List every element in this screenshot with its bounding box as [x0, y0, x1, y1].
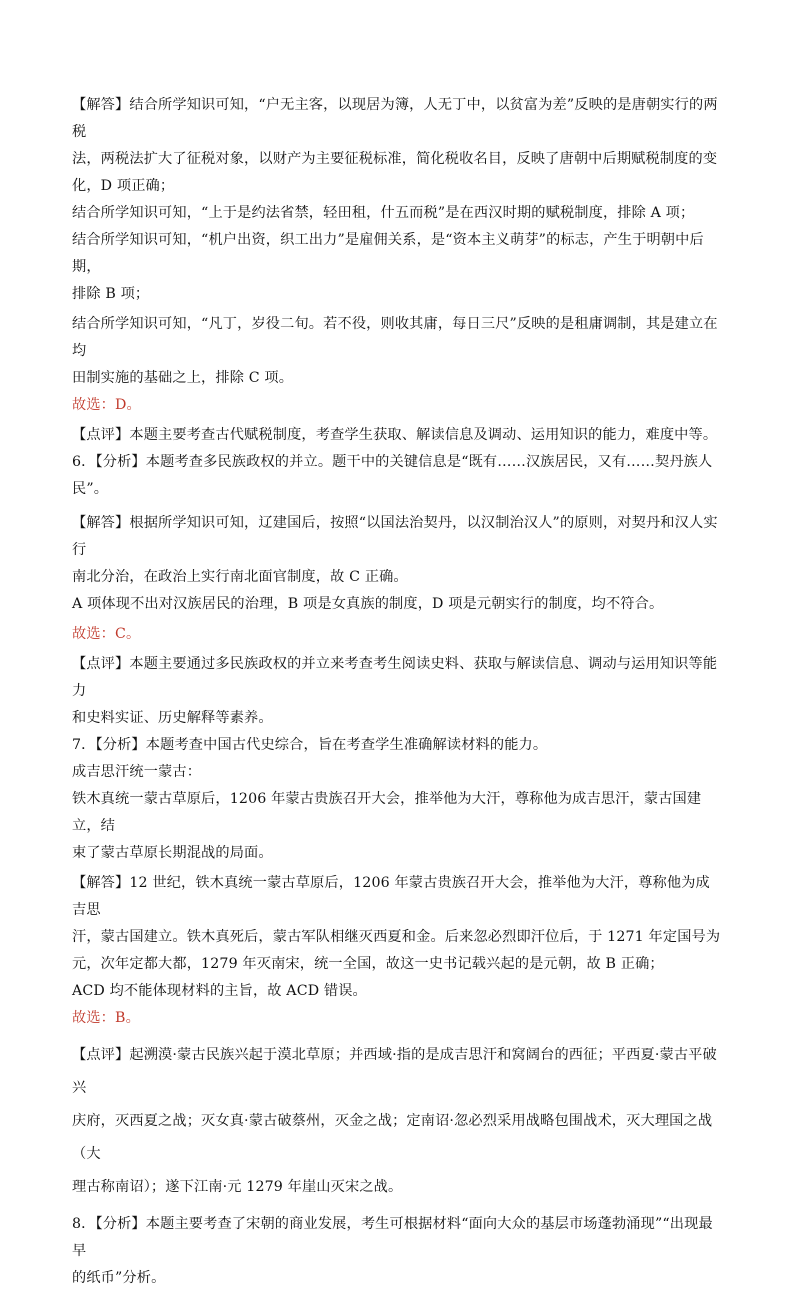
text-line: 【解答】12 世纪，铁木真统一蒙古草原后，1206 年蒙古贵族召开大会，推举他为大汗，尊称他为成吉思: [72, 875, 710, 918]
text-line: 成吉思汗统一蒙古：: [72, 764, 202, 780]
text-line: 【点评】起溯漠·蒙古民族兴起于漠北草原；并西域·指的是成吉思汗和窝阔台的西征；平西夏·蒙古平破兴: [72, 1047, 717, 1096]
text-line: ACD 均不能体现材料的主旨，故 ACD 错误。: [72, 983, 367, 999]
text-line: 汗，蒙古国建立。铁木真死后，蒙古军队相继灭西夏和金。后来忽必烈即汗位后，于 1271 年定国号为: [72, 929, 721, 945]
text-line: 【点评】本题主要通过多民族政权的并立来考查考生阅读史料、获取与解读信息、调动与运用知识等能力: [72, 656, 718, 699]
text-line: 【解答】根据所学知识可知，辽建国后，按照“以国法治契丹，以汉制治汉人”的原则，对契丹和汉人实行: [72, 515, 718, 558]
text-line: 法，两税法扩大了征税对象，以财产为主要征税标准，简化税收名目，反映了唐朝中后期赋税制度的变: [72, 151, 718, 167]
text-line: 铁木真统一蒙古草原后，1206 年蒙古贵族召开大会，推举他为大汗，尊称他为成吉思汗，蒙古国建立，结: [72, 791, 702, 834]
answer-choice: 故选：B。: [72, 1010, 140, 1026]
text-line: 【解答】结合所学知识可知，“户无主客，以现居为簿，人无丁中，以贫富为差”反映的是唐朝实行的两税: [72, 97, 718, 140]
answer-explanation-body: [72, 92, 722, 1292]
text-line: A 项体现不出对汉族居民的治理，B 项是女真族的制度，D 项是元朝实行的制度，均不符合。: [72, 596, 664, 612]
text-line: 【点评】本题主要考查古代赋税制度，考查学生获取、解读信息及调动、运用知识的能力，难度中等。: [72, 427, 718, 443]
text-line: 元，次年定都大都，1279 年灭南宋，统一全国，故这一史书记载兴起的是元朝，故 B 正确；: [72, 956, 664, 972]
text-line: 庆府，灭西夏之战；灭女真·蒙古破蔡州，灭金之战；定南诏·忽必烈采用战略包围战术，灭大理国之战（大: [72, 1113, 713, 1162]
text-line: 6．【分析】本题考查多民族政权的并立。题干中的关键信息是“既有……汉族居民，又有……契丹族人: [72, 454, 713, 470]
text-line: 和史料实证、历史解释等素养。: [72, 710, 273, 726]
text-line: 结合所学知识可知，“凡丁，岁役二旬。若不役，则收其庸，每日三尺”反映的是租庸调制，其是建立在均: [72, 316, 718, 359]
text-line: 7．【分析】本题考查中国古代史综合，旨在考查学生准确解读材料的能力。: [72, 737, 548, 753]
answer-choice: 故选：D。: [72, 397, 141, 413]
text-line: 束了蒙古草原长期混战的局面。: [72, 845, 273, 861]
text-line: 理古称南诏）；遂下江南·元 1279 年崖山灭宋之战。: [72, 1179, 403, 1195]
text-line: 的纸币”分析。: [72, 1270, 166, 1286]
text-line: 8．【分析】本题主要考查了宋朝的商业发展，考生可根据材料“面向大众的基层市场蓬勃涌现”“出现最早: [72, 1216, 713, 1259]
text-line: 排除 B 项；: [72, 286, 150, 302]
text-line: 民”。: [72, 481, 109, 497]
text-line: 结合所学知识可知，“上于是约法省禁，轻田租，什五而税”是在西汉时期的赋税制度，排除 A 项；: [72, 205, 695, 221]
text-line: 田制实施的基础之上，排除 C 项。: [72, 370, 294, 386]
text-line: 化，D 项正确；: [72, 178, 175, 194]
answer-choice: 故选：C。: [72, 626, 141, 642]
text-line: 南北分治，在政治上实行南北面官制度，故 C 正确。: [72, 569, 408, 585]
comment-block: [72, 1039, 722, 1204]
text-line: 结合所学知识可知，“机户出资，织工出力”是雇佣关系，是“资本主义萌芽”的标志，产生于明朝中后期，: [72, 232, 704, 275]
